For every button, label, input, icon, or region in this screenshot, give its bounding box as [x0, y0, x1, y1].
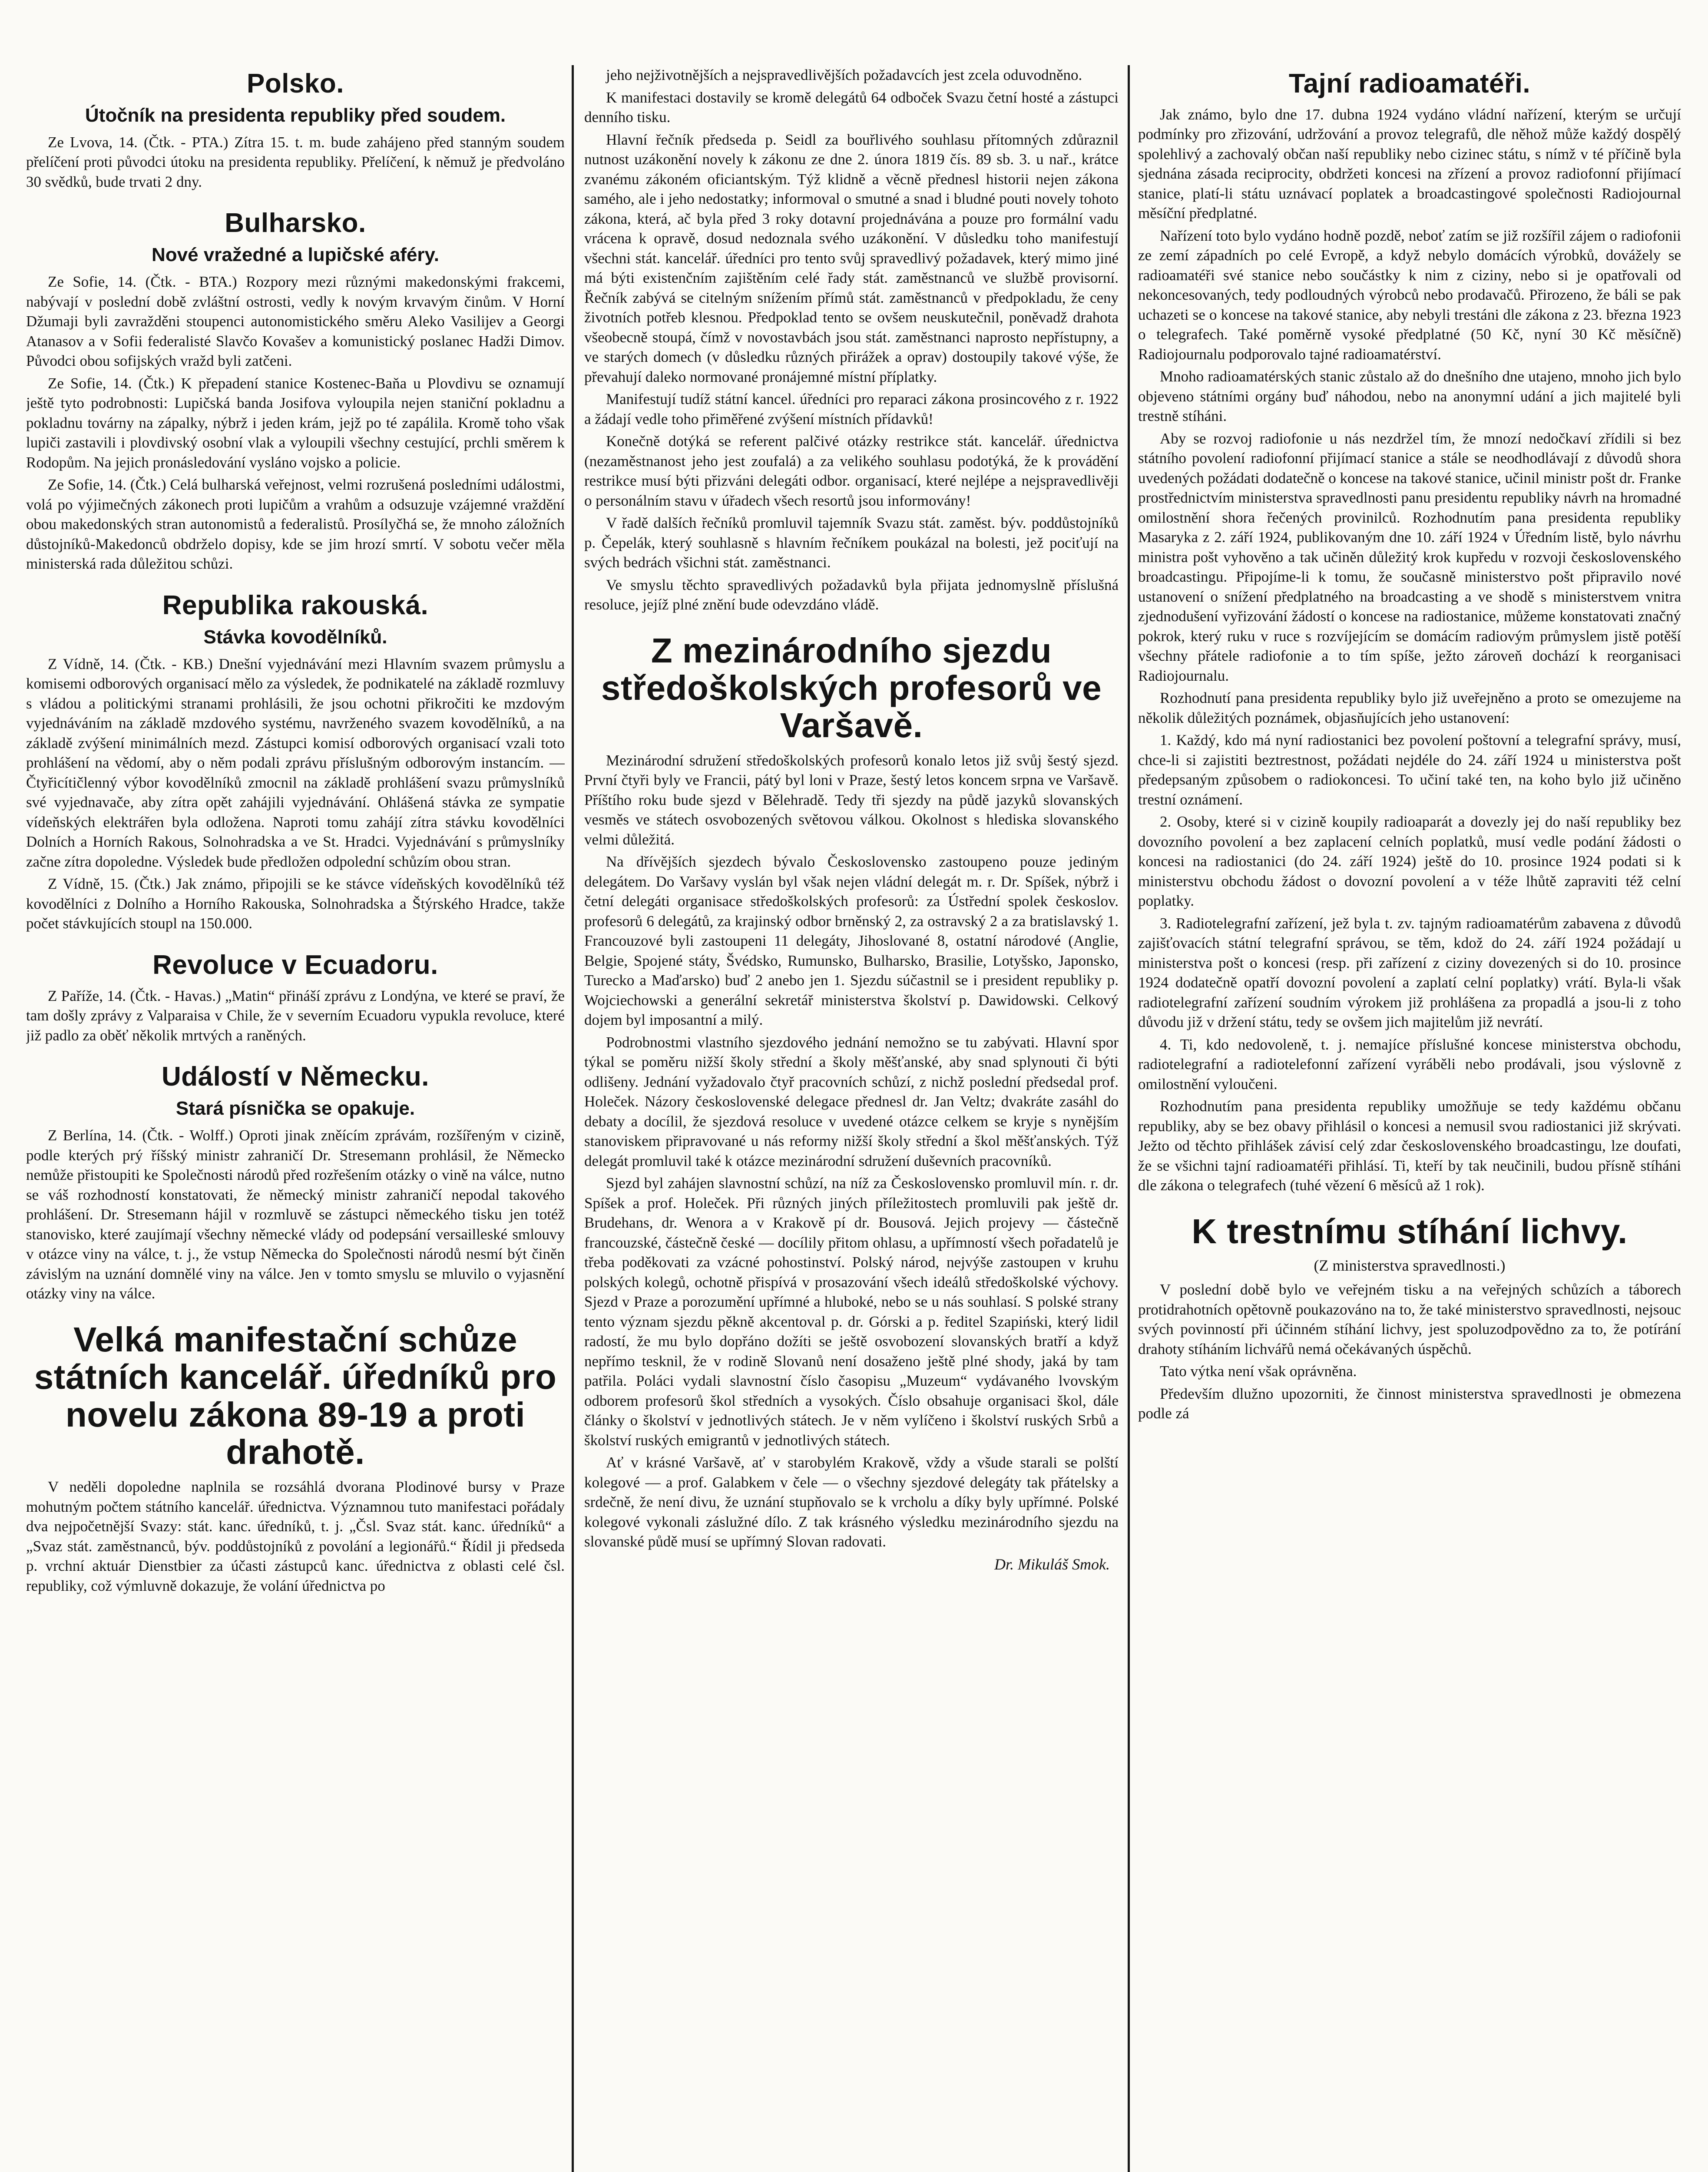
article-paragraph: 1. Každý, kdo má nyní radiostanici bez povolení poštovní a telegrafní správy, musí, chce-li si zajistiti beztrestnost, požádati nejdéle do 24. září 1924 u ministerstva pošt předepsaným způsobem o radiokoncesi. To učiní také ten, na koho bylo již učiněno trestní oznámení.	[1138, 732, 1681, 808]
article-paragraph: Ve smyslu těchto spravedlivých požadavků byla přijata jednomyslně příslušná resoluce, jejíž plné znění bude odevzdáno vládě.	[584, 576, 1119, 613]
article-bulharsko	[26, 209, 565, 573]
article-paragraph: Rozhodnutím pana presidenta republiky umožňuje se tedy každému občanu republiky, aby se bez obavy přihlásil o koncesi a nemusil svou radiostanici již skrývati. Ježto od těchto přihlášek závisí celý zdar československého broadcastingu, lze doufati, že se všichni tajní radioamatéři přihlásí. Ti, kteří by tak neučinili, budou přísně stíháni dle zákona o telegrafech (tuhé vězení 6 měsíců až 1 rok).	[1138, 1098, 1681, 1194]
article-paragraph: Z Paříže, 14. (Čtk. - Havas.) „Matin“ přináší zprávu z Londýna, ve které se praví, že tam došly zprávy z Valparaisa v Chile, že v severním Ecuadoru vypukla revoluce, které již padlo za oběť několik mrtvých a raněných.	[26, 987, 565, 1044]
article-paragraph: Ať v krásné Varšavě, ať v starobylém Krakově, vždy a všude starali se polští kolegové — a prof. Galabkem v čele — o všechny sjezdové delegáty tak přátelsky a srdečně, že není divu, že uznání stupňovalo se k vrcholu a díky byly upřímné. Polské kolegové vykonali záslužné dílo. Z tak krásného výsledku mezinárodního sjezdu na slovanské půdě musí se upřímný Slovan radovati.	[584, 1454, 1119, 1550]
article-source-note: (Z ministerstva spravedlnosti.)	[1314, 1257, 1506, 1275]
article-subheadline: Stará písnička se opakuje.	[175, 1098, 415, 1119]
column-middle	[584, 65, 1119, 2172]
article-subheadline: Stávka kovodělníků.	[203, 626, 387, 648]
column-left	[26, 65, 565, 2172]
article-headline: Z mezinárodního sjezdu středoškolských profesorů ve Varšavě.	[601, 631, 1102, 745]
article-headline: Polsko.	[246, 69, 344, 99]
article-paragraph: 4. Ti, kdo nedovoleně, t. j. nemajíce příslušné koncese ministerstva obchodu, radiotelegrafní a radiotelefonní zařízení vyráběli nebo prodávali, jsou výslovně z omilostnění vyloučeni.	[1138, 1036, 1681, 1093]
article-paragraph: Rozhodnutí pana presidenta republiky bylo již uveřejněno a proto se omezujeme na několik důležitých poznámek, objasňujících jeho ustanovení:	[1138, 689, 1681, 726]
article-paragraph: V neděli dopoledne naplnila se rozsáhlá dvorana Plodinové bursy v Praze mohutným počtem státního kancelář. úřednictva. Významnou tuto manifestaci pořádaly dva nejpočetnější Svazy: stát. kanc. úředníků, t. j. „Čsl. Svaz stát. kanc. úředníků“ a „Svaz stát. zaměstnanců, býv. poddůstojníků z povolání a legionářů.“ Řídil ji předseda p. vrchní aktuár Dienstbier za účasti zástupců kanc. úřednictva z oblasti celé čsl. republiky, což výmluvně dokazuje, že volání úřednictva po	[26, 1478, 565, 1594]
article-manifestace	[26, 1321, 565, 1596]
column-rule	[572, 65, 574, 2172]
article-paragraph: 2. Osoby, které si v cizině koupily radioaparát a dovezly jej do naší republiky bez dovozního povolení a bez zaplacení celních poplatků, musí vedle podání žádosti o koncesi na radiostanici (do 24. září 1924) ještě do 10. prosince 1924 podati si k ministerstvu obchodu žádost o dovozní povolení a v téže lhůtě zapraviti též celní poplatky.	[1138, 813, 1681, 910]
article-paragraph: Na dřívějších sjezdech bývalo Československo zastoupeno pouze jediným delegátem. Do Varšavy vyslán byl však nejen vládní delegát m. r. Dr. Spíšek, nýbrž i četní delegáti organisace středoškolských profesorů: za Ústřední spolek českoslov. profesorů 6 delegátů, za krajinský odbor brněnský 2, za ostravský 2 a za bratislavský 1. Francouzové byli zastoupeni 11 delegáty, Jihoslované 8, ostatní národové (Anglie, Belgie, Spojené státy, Švédsko, Rumunsko, Bulharsko, Brasilie, Lotyšsko, Japonsko, Turecko a Maďarsko) buď 2 anebo jen 1. Sjezdu súčastnil se i president republiky p. Wojciechowski a generální sekretář ministerstva školství p. Dawidowski. Celkový dojem byl imposantní a milý.	[584, 853, 1119, 1029]
article-paragraph: Mnoho radioamatérských stanic zůstalo až do dnešního dne utajeno, mnoho jich bylo objeveno státními orgány buď náhodou, nebo na anonymní udání a jich majitelé byli trestně stíháni.	[1138, 368, 1681, 425]
article-paragraph: Ze Sofie, 14. (Čtk.) K přepadení stanice Kostenec-Baňa u Plovdivu se oznamují ještě tyto podrobnosti: Lupičská banda Josifova vyloupila nejen staniční pokladnu a pokladnu továrny na zápalky, nýbrž i jeden krám, jejž po té zapálila. Kromě toho však lupiči zastavili i plovdivský osobní vlak a vyloupili všechny cestující, prchli směrem k Rodopům. Na jejich pronásledování vysláno vojsko a policie.	[26, 374, 565, 471]
article-paragraph: Jak známo, bylo dne 17. dubna 1924 vydáno vládní nařízení, kterým se určují podmínky pro zřizování, udržování a provoz telegrafů, dle něhož může každý dospělý spolehlivý a zachovalý občan naší republiky nebo cizinec státu, s nímž v té příčině byla sjednána zásada reciprocity, obdržeti koncesi na zřízení a provoz radiofonní přijímací stanice, platí-li státu uznávací poplatek a broadcastingové společnosti Radiojournal měsíční předplatné.	[1138, 106, 1681, 222]
article-paragraph: 3. Radiotelegrafní zařízení, jež byla t. zv. tajným radioamatérům zabavena z důvodů zajišťovacích státní telegrafní správou, se těm, kdož do 24. září 1924 požádají u ministerstva pošt o koncesi (resp. při zařízení z ciziny dovezených si do 10. prosince 1924 dodatečně opatří dovozní povolení a zaplatí celní poplatky) vrátí. Byla-li však radiotelegrafní zařízení soudním výrokem již prohlášena za propadlá a jsou-li z toho důvodu již v držení státu, tedy se ovšem jich majitelům již nevrátí.	[1138, 914, 1681, 1031]
article-paragraph: Mezinárodní sdružení středoškolských profesorů konalo letos již svůj šestý sjezd. První čtyři byly ve Francii, pátý byl loni v Praze, šestý letos koncem srpna ve Varšavě. Příštího roku bude sjezd v Bělehradě. Tedy tři sjezdy na půdě jazyků slovanských vesměs ve státech osvobozených světovou válkou. Okolnost s hlediska slovanského velmi důležitá.	[584, 752, 1119, 848]
article-paragraph: Z Berlína, 14. (Čtk. - Wolff.) Oproti jinak zněícím zprávám, rozšířeným v cizině, podle kterých prý říšský ministr zahraničí Dr. Stresemann prohlásil, že Německo nemůže přistoupiti ke Společnosti národů před rozřešením otázky o vině na válce, nutno se váš rozhodností konstatovati, že německý ministr zahraničí nepodal takového prohlášení. Dr. Stresemann hájil v rozmluvě se zástupci německého tisku jen totéž stanovisko, které zaujímají všechny německé vlády od podepsání versailleské smlouvy v otázce viny na válce, t. j., že vstup Německa do Společnosti národů nesmí být činěn závislým na uznání domnělé viny na válce. Jen v tomto smyslu se mluvilo o vyjasnění otázky viny na válce.	[26, 1127, 565, 1302]
article-headline: Událostí v Německu.	[162, 1062, 429, 1092]
article-subheadline: Útočník na presidenta republiky před soudem.	[85, 104, 506, 126]
article-headline: Bulharsko.	[225, 208, 366, 238]
article-paragraph: jeho nejživotnějších a nejspravedlivějších požadavcích jest zcela oduvodněno.	[606, 66, 1082, 83]
article-paragraph: Nařízení toto bylo vydáno hodně pozdě, neboť zatím se již rozšířil zájem o radiofonii ze zemí západních po celé Evropě, a když nebylo domácích výrobků, dovážely se radioamatéři své stanice nebo součástky k nim z ciziny, nebo si je opatřovali od nekoncesovaných, tedy podloudných výrobců nebo prodavačů. Přirozeno, že báli se pak uchazeti se o koncese na takové stanice, aby nebyli trestáni dle zákona z 23. března 1923 o telegrafech. Také poměrně vysoké předplatné (50 Kč, nyní 30 Kč měsíčně) Radiojournalu podporovalo tajné radioamatérství.	[1138, 227, 1681, 363]
article-paragraph: Ze Lvova, 14. (Čtk. - PTA.) Zítra 15. t. m. bude zahájeno před stanným soudem přelíčení proti původci útoku na presidenta republiky. Přelíčení, k němuž je předvoláno 30 svědků, bude trvati 2 dny.	[26, 133, 565, 190]
article-paragraph: K manifestaci dostavily se kromě delegátů 64 odboček Svazu četní hosté a zástupci denního tisku.	[584, 89, 1119, 126]
article-paragraph: Z Vídně, 15. (Čtk.) Jak známo, připojili se ke stávce vídeňských kovodělníků též kovodělníci z Dolního a Horního Rakouska, Solnohradska a Štýrského Hradce, takže počet stávkujících stoupl na 150.000.	[26, 875, 565, 932]
article-paragraph: Ze Sofie, 14. (Čtk. - BTA.) Rozpory mezi různými makedonskými frakcemi, nabývají v poslední době zvláštní ostrosti, vedly k novým krvavým činům. V Horní Džumaji byli zavražděni stoupenci autonomistického směru Aleko Vasilijev a Georgi Atanasov a v Sofii federalisté Slavčo Kovašev a komunistický poslanec Hadži Dimov. Původci obou sofijských vražd byli zatčeni.	[26, 273, 565, 370]
article-paragraph: V řadě dalších řečníků promluvil tajemník Svazu stát. zaměst. býv. poddůstojníků p. Čepelák, který souhlasně s hlavním řečníkem poukázal na bolesti, jež pociťují na svých bedrách všichni stát. zaměstnanci.	[584, 514, 1119, 571]
article-paragraph: Především dlužno upozorniti, že činnost ministerstva spravedlnosti je obmezena podle zá	[1138, 1385, 1681, 1422]
article-paragraph: V poslední době bylo ve veřejném tisku a na veřejných schůzích a táborech protidrahotních opětovně poukazováno na to, že také ministerstvo spravedlnosti, nejsouc svých povinností při účinném stíhání lichvy, jest spoluzodpovědno za to, že potírání drahoty stíháním lichvářů nemá očekávaných úspěchů.	[1138, 1281, 1681, 1358]
article-paragraph: Z Vídně, 14. (Čtk. - KB.) Dnešní vyjednávání mezi Hlavním svazem průmyslu a komisemi odborových organisací mělo za výsledek, že podnikatelé na základě rozmluvy s vládou a politickými stranami prohlásili, že jsou ochotni přikročiti ke mzdovým vyjednáváním na základě mzdového systému, navrženého svazem kovodělníků, a na základě zvýšení minimálních mezd. Zástupci komisí odborových organisací vzali toto prohlášení na vědomí, aby o něm podali zprávu příslušným odborovým instancím. — Čtyřicítičlenný výbor kovodělníků zmocnil na základě prohlášení svazu průmyslníků své vyjednavače, aby zítra opět zahájili vyjednávání. Ohlášená stávka ze sympatie vídeňských elektrářen byla odložena. Naproti tomu zahájí zítra stávku kovodělníci Dolních a Horních Rakous, Solnohradska a ve St. Hradci. Vyjednávání s průmyslníky začne zítra dopoledne. Výsledek bude předložen odpolední schůzím obou stran.	[26, 655, 565, 870]
article-headline: K trestnímu stíhání lichvy.	[1192, 1212, 1628, 1251]
article-paragraph: Ze Sofie, 14. (Čtk.) Celá bulharská veřejnost, velmi rozrušená posledními událostmi, volá po výjimečných zákonech proti lupičům a vrahům a odsuzuje vzájemné vraždění obou makedonských stran autonomistů a federalistů. Prosílyčhá se, že mnoho záložních důstojníků-Makedonců obdrželo dopisy, kde se jim hrozí smrtí. V sobotu večer měla ministerská rada důležitou schůzi.	[26, 476, 565, 573]
article-headline: Velká manifestační schůze státních kancelář. úředníků pro novelu zákona 89-19 a proti drahotě.	[34, 1320, 557, 1471]
article-nemecko	[26, 1063, 565, 1303]
article-ecuador	[26, 951, 565, 1045]
article-rakousko	[26, 591, 565, 934]
article-manifestace-continued	[584, 65, 1119, 615]
article-subheadline: Nové vražedné a lupičské aféry.	[152, 244, 439, 266]
article-paragraph: Tato výtka není však oprávněna.	[1160, 1363, 1357, 1380]
article-headline: Republika rakouská.	[162, 590, 429, 620]
article-headline: Tajní radioamatéři.	[1288, 69, 1531, 99]
article-sjezd	[584, 632, 1119, 1573]
article-radio	[1138, 70, 1681, 1195]
article-paragraph: Aby se rozvoj radiofonie u nás nezdržel tím, že mnozí nedočkaví zřídili si bez státního povolení radiofonní přijímací stanice a stále se neodhodlávají z důvodů shora uvedených požádati dodatečně o koncese na takové stanice, učinil ministr pošt dr. Franke prostřednictvím ministerstva spravedlnosti panu presidentu republiky návrh na hromadné omilostnění shora řečených provinilců. Rozhodnutím pana presidenta republiky Masaryka z 2. září 1924, publikovaným dne 10. září 1924 v Úředním listě, bylo návrhu ministra pošt vyhověno a tak učiněn důležitý krok kupředu v rozvoji československého broadcastingu. Připojíme-li k tomu, že současně ministerstvo pošt připravilo nové ustanovení o snížení předplatného na broadcasting a ve shodě s ministerstvem vnitra zjednodušení vyřizování žádostí o koncese na radiostanice, můžeme konstatovati značný pokrok, který ruku v ruce s rozvíjejícím se domácím radiovým průmyslem jistě potěší všechny přátele radiofonie a to tím spíše, ježto zároveň dochází k reorganisaci Radiojournalu.	[1138, 430, 1681, 684]
article-paragraph: Konečně dotýká se referent palčivé otázky restrikce stát. kancelář. úřednictva (nezaměstnanost jeho jest zoufalá) a za velikého souhlasu podotýká, že k provádění restrikce musí býti přizváni delegáti odbor. organisací, které nejlépe a nejspravedlivěji o personálním stavu v úřadech všech resortů jsou informovány!	[584, 433, 1119, 509]
article-lichva	[1138, 1213, 1681, 1424]
article-paragraph: Hlavní řečník předseda p. Seidl za bouřlivého souhlasu přítomných zdůraznil nutnost uzákonění novely k zákonu ze dne 2. února 1819 čís. 89 sb. 3. u nař., krátce zvanému zákoném oficiantským. Týž klidně a věcně přednesl historii nejen zákona samého, ale i jeho nedostatky; informoval o smutné a snad i bludné pouti novely tohoto zákona, která, ač byla před 3 roky dotavní projednávána a pouze pro formální vadu vrácena k opravě, dosud nedoznala svého uzákonění. V důsledku toho manifestují všechni stát. kancelář. úředníci pro tento svůj spravedlivý požadavek, který mimo jiné má býti existenčním zajištěním celé řady stát. zaměstnanců ve službě provisorní. Řečník zabývá se citelným snížením přímů stát. zaměstnanců v předpokladu, že ceny životních potřeb klesnou. Předpoklad tento se ovšem neuskutečnil, poněvadž drahota všeobecně stoupá, čímž v novostavbách jsou stát. zaměstnanci naprosto nepřístupny, a ve starých domech (v důsledku různých přirážek a oprav) dostoupily takové výše, že převahují daleko normované pronájemné místní příplatky.	[584, 131, 1119, 385]
article-paragraph: Manifestují tudíž státní kancel. úředníci pro reparaci zákona prosincového z r. 1922 a žádají vedle toho přiměřené zvýšení místních přídavků!	[584, 391, 1119, 427]
column-right	[1138, 65, 1681, 2172]
article-paragraph: Sjezd byl zahájen slavnostní schůzí, na níž za Československo promluvil mín. r. dr. Spíšek a prof. Holeček. Při různých jiných příležitostech promluvili pak ještě dr. Brudehans, dr. Wenora a v Krakově pí dr. Bousová. Jejich projevy — částečně francouzské, částečně české — docílily přitom ohlasu, a upřímností všech pořadatelů je třeba poděkovati za vzácné pohostinství. Polský národ, nejvýše zastoupen v kruhu polských kolegů, ochotně přispívá v prosazování všech ideálů středoškolské výchovy. Sjezd v Praze a porozumění upřímné a hluboké, nebo se u nás souhlasí. S polské strany tento význam sjezdu pěkně akcentoval p. dr. Górski a p. ředitel Szapiński, který lidil radostí, že mu bylo dopřáno dožíti se ještě osvobození slovanských bratří a když nepřímo tesknil, že v rodině Slovanů není dosaženo ještě plné shody, jaká by tam patřila. Poláci vydali slavnostní číslo časopisu „Muzeum“ vydávaného lvovským odborem profesorů škol středních a vysokých. Číslo obsahuje organisaci škol, dále články o školství v jednotlivých státech. Je v něm vylíčeno i školství ruských Srbů a školství ruských emigrantů v jednotlivých státech.	[584, 1175, 1119, 1449]
article-polsko	[26, 70, 565, 192]
article-paragraph: Podrobnostmi vlastního sjezdového jednání nemožno se tu zabývati. Hlavní spor týkal se poměru nižší školy střední a školy měšťanské, aby snad splynouti či býti odlišeny. Jednání vyžadovalo čtyř pracovních schůzí, z nichž poslední předsedal prof. Holeček. Názory československé delegace přednesl dr. Jan Veltz; dvakráte zasáhl do debaty a docílil, že sjezdová resoluce v uvedené otázce celkem se kryje s nynějším stanoviskem připravované u nás reformy nižší školy střední a škol měšťanských. Týž delegát promluvil také k otázce mezinárodní sdružení duševních pracovníků.	[584, 1033, 1119, 1169]
article-headline: Revoluce v Ecuadoru.	[152, 950, 438, 980]
article-signature: Dr. Mikuláš Smok.	[994, 1555, 1110, 1573]
column-rule	[1128, 65, 1130, 2172]
